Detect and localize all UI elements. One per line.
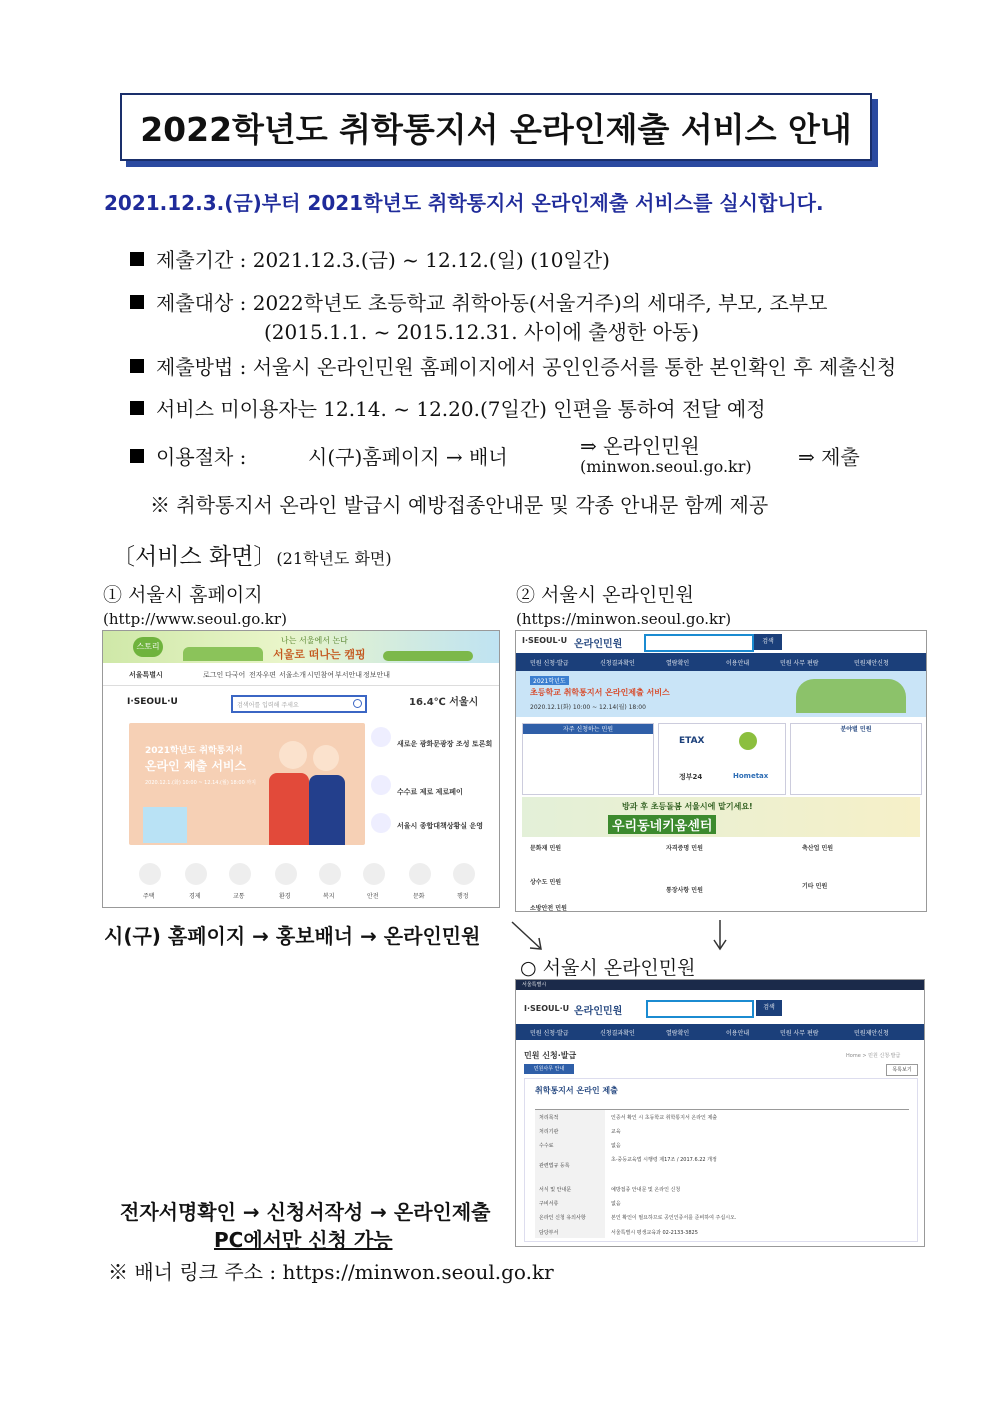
procedure-step3: ⇒ 제출 [798,445,860,469]
bullet-square-icon [130,401,144,415]
shot2-cat-1[interactable]: 자격증명 민원 [666,845,703,852]
section-heading-text: 〔서비스 화면〕 [112,544,277,570]
shot3-menu-1[interactable]: 신청결과확인 [600,1030,635,1037]
shot1-nav-3[interactable]: 서울소개 [279,671,307,679]
houses-illustration-icon [183,647,263,661]
shot3-row-value-5: 없음 [611,1201,621,1207]
shot3-search-input[interactable] [646,1000,754,1018]
shot3-menu [516,1024,924,1040]
child-body-icon [309,775,345,845]
forum-icon [371,727,391,747]
diagonal-arrow-icon [508,918,548,954]
item-target-text: 제출대상 : 2022학년도 초등학교 취학아동(서울거주)의 세대주, 부모, 조부모 [156,291,828,315]
shot3-row-value-4: 예방접종 안내문 및 온라인 신청 [611,1187,681,1193]
shot2-ad-text: 방과 후 초등돌봄 서울시에 맡기세요! [622,802,753,811]
shot2-caption: ② 서울시 온라인민원 [516,584,694,606]
shot3-topbar-text: 서울특별시 [522,982,547,988]
item-target-note: (2015.1.1. ~ 2015.12.31. 사이에 출생한 아동) [264,320,699,344]
item-procedure-label: 이용절차 : [156,445,247,469]
shot2-box-links [658,723,786,795]
shot2-link-etax[interactable]: ETAX [679,736,705,746]
shot2-menu-1[interactable]: 신청결과확인 [600,660,635,667]
icon-label-7: 행정 [457,893,469,900]
storyt-logo-icon: 스토리 [133,637,163,657]
shot3-topbar [516,980,924,990]
school-illustration-icon [796,679,906,713]
shot3-row-value-3: 초·중등교육법 시행령 제17조 / 2017.6.22 개정 [611,1157,717,1163]
hero-date: 2020.12.1.(화) 10:00 ~ 12.14.(월) 18:00 까지 [145,780,257,786]
shot2-menu-0[interactable]: 민원 신청·발급 [530,660,569,667]
subtitle: 2021.12.3.(금)부터 2021학년도 취학통지서 온라인제출 서비스를 실시합니다. [104,191,824,215]
icon-label-5: 안전 [367,893,379,900]
minwon-home-screenshot [515,630,927,912]
school-building-icon [143,807,187,843]
shot2-search-input[interactable] [644,634,754,652]
environment-icon[interactable] [275,863,297,885]
shot3-row-label-5: 구비서류 [539,1201,559,1207]
seoul-logo: 서울특별시 [129,671,163,679]
shot3-row-value-7: 서울특별시 평생교육과 02-2133-3825 [611,1230,698,1236]
shot3-brand-title: 온라인민원 [574,1006,623,1017]
procedure-step1: 시(구)홈페이지 → 배너 [308,445,508,469]
shot2-brand-title: 온라인민원 [574,639,623,650]
shot1-icon-row [129,859,491,903]
title-box [120,93,872,161]
pc-only-note: PC에서만 신청 가능 [214,1228,393,1252]
procedure-step2-url: (minwon.seoul.go.kr) [580,457,752,476]
top-banner-sub: 서울로 떠나는 캠핑 [273,648,366,661]
item-period-text: 제출기간 : 2021.12.3.(금) ~ 12.12.(일) (10일간) [156,248,610,272]
item-target [130,287,827,316]
shot1-search-input[interactable]: 검색어를 입력해 주세요 [237,702,299,709]
section-heading [112,538,392,571]
top-banner-text: 나는 서울에서 논다 [281,636,348,645]
item-nonuser-text: 서비스 미이용자는 12.14. ~ 12.20.(7일간) 인편을 통하여 전달 예정 [156,397,766,421]
flow-signing-to-submit: 전자서명확인 → 신청서작성 → 온라인제출 [120,1200,491,1224]
shot1-url: (http://www.seoul.go.kr) [103,610,287,628]
shot1-nav-6[interactable]: 정보안내 [363,671,391,679]
item-period [130,244,610,273]
shot3-list-button[interactable]: 목록보기 [886,1064,918,1076]
bullet-square-icon [130,449,144,463]
hero-line1: 2021학년도 취학통지서 [145,746,243,756]
icon-label-1: 경제 [189,893,201,900]
bullet-square-icon [130,359,144,373]
shot3-row-label-1: 처리기관 [539,1129,559,1135]
shot2-ad-banner[interactable] [522,797,920,837]
shot1-nav-5[interactable]: 부서안내 [335,671,363,679]
shot3-tab[interactable]: 민원사무 안내 [524,1064,574,1074]
side-item-1[interactable]: 수수료 제로 제로페이 [397,788,463,796]
shot2-link-gov24[interactable]: 정부24 [679,773,703,781]
child-body-icon [269,773,309,845]
shot2-cat-2[interactable]: 축산업 민원 [802,845,834,852]
zero-pay-icon [371,775,391,795]
shot3-form [524,1078,918,1242]
procedure-step2: ⇒ 온라인민원 [580,434,700,458]
item-method [130,351,896,380]
shot2-banner-date: 2020.12.1(화) 10:00 ~ 12.14(월) 18:00 [530,704,646,711]
shot3-row-value-0: 인증서 확인 시 초등학교 취학통지서 온라인 제출 [611,1115,718,1121]
hill-illustration-icon [383,651,473,661]
shot3-row-label-6: 온라인 신청 유의사항 [539,1215,586,1221]
shot3-row-value-2: 없음 [611,1143,621,1149]
item-nonuser [130,393,766,422]
shot3-row-label-4: 서식 및 안내문 [539,1187,572,1193]
shot2-url: (https://minwon.seoul.go.kr) [516,610,732,628]
child-face-icon [279,741,307,769]
culture-icon[interactable] [409,863,431,885]
shot3-menu-3[interactable]: 이용안내 [726,1030,750,1037]
shot3-row-label-0: 처리목적 [539,1115,559,1121]
shot3-breadcrumb: Home > 민원 신청·발급 [846,1053,901,1059]
shot2-header [516,631,926,654]
shot3-search-button[interactable]: 검색 [756,1000,782,1016]
economy-icon[interactable] [185,863,207,885]
shot2-box-category [790,723,922,795]
shot2-box1-title: 자주 신청하는 민원 [523,724,653,734]
welfare-icon[interactable] [319,863,341,885]
shot1-nav-2[interactable]: 전자우편 [249,671,277,679]
shot3-caption: ○ 서울시 온라인민원 [520,957,696,979]
shot3-menu-5[interactable]: 민원제안신청 [854,1030,889,1037]
shot1-weather: 16.4℃ 서울시 [409,697,479,708]
shot2-menu-4[interactable]: 민원 사무 편람 [780,660,819,667]
administration-icon[interactable] [453,863,475,885]
shot2-banner-title: 초등학교 취학통지서 온라인제출 서비스 [530,688,670,697]
child-face-icon [313,745,339,771]
shot2-cat-4[interactable]: 통장사항 민원 [666,887,703,894]
bullet-square-icon [130,252,144,266]
shot2-banner-tag: 2021학년도 [530,676,569,685]
shot3-menu-0[interactable]: 민원 신청·발급 [530,1030,569,1037]
shot3-row-label-2: 수수료 [539,1143,554,1149]
shot2-brand: I·SEOUL·U [522,636,568,645]
shot3-row-value-1: 교육 [611,1129,621,1135]
shot1-hero[interactable] [129,723,365,845]
section-heading-note: (21학년도 화면) [276,549,392,568]
shot1-header [103,663,499,686]
minwon-form-screenshot [515,979,925,1247]
shot3-page-title: 민원 신청·발급 [524,1051,577,1060]
hero-line2: 온라인 제출 서비스 [145,759,247,773]
seoul-homepage-screenshot [102,630,500,908]
shot2-box-frequent [522,723,654,795]
icon-label-2: 교통 [233,893,245,900]
shot2-cat-5[interactable]: 기타 민원 [802,883,828,890]
notice: ※ 취학통지서 온라인 발급시 예방접종안내문 및 각종 안내문 함께 제공 [150,493,769,517]
safety-icon[interactable] [363,863,385,885]
icon-label-0: 주택 [143,893,155,900]
shot3-row-label-7: 담당부서 [539,1230,559,1236]
shot1-nav-0[interactable]: 로그인 [203,671,224,679]
down-arrow-icon [710,918,730,954]
shot1-nav-1[interactable]: 다국어 [225,671,246,679]
banner-link-address: ※ 배너 링크 주소 : https://minwon.seoul.go.kr [108,1260,554,1284]
shot2-cat-0[interactable]: 문화재 민원 [530,845,562,852]
side-item-2[interactable]: 서울시 종합대책상황실 운영 [397,822,484,830]
shot3-form-table [535,1109,909,1238]
item-method-text: 제출방법 : 서울시 온라인민원 홈페이지에서 공인인증서를 통한 본인확인 후 제출신청 [156,355,897,379]
shot3-brand: I·SEOUL·U [524,1004,570,1013]
shot1-caption: ① 서울시 홈페이지 [103,584,263,606]
shot2-menu-2[interactable]: 열람확인 [666,660,690,667]
top-banner [103,631,499,663]
shot3-row-label-3: 관련법규 등록 [539,1163,570,1169]
shot2-menu [516,653,926,671]
shot2-cat-6[interactable]: 소방안전 민원 [530,905,567,912]
shot2-banner[interactable] [516,671,926,717]
shot2-menu-5[interactable]: 민원제안신청 [854,660,889,667]
shot3-row-value-6: 본인 확인이 필요하므로 공인인증서를 준비하여 주십시오. [611,1215,737,1221]
item-procedure [130,441,246,470]
side-item-0[interactable]: 새로운 광화문광장 조성 토론회 [397,740,493,748]
icon-label-4: 복지 [323,893,335,900]
info-icon[interactable] [739,732,757,750]
housing-icon[interactable] [139,863,161,885]
shot3-menu-2[interactable]: 열람확인 [666,1030,690,1037]
shot2-search-button[interactable]: 검색 [754,634,782,650]
bullet-square-icon [130,295,144,309]
shot3-menu-4[interactable]: 민원 사무 편람 [780,1030,819,1037]
shot1-nav-4[interactable]: 시민참여 [307,671,335,679]
flow-homepage-to-minwon: 시(구) 홈페이지 → 홍보배너 → 온라인민원 [104,924,481,948]
shot1-search-box[interactable] [231,695,367,713]
shot2-menu-3[interactable]: 이용안내 [726,660,750,667]
transport-icon[interactable] [229,863,251,885]
situation-room-icon [371,813,391,833]
shot2-box3-title: 분야별 민원 [840,726,872,733]
shot3-form-title: 취학통지서 온라인 제출 [535,1086,618,1095]
search-icon[interactable] [353,699,362,708]
shot1-brand: I·SEOUL·U [127,697,178,707]
shot2-cat-3[interactable]: 상수도 민원 [530,879,562,886]
shot2-ad-title: 우리동네키움센터 [608,815,716,834]
icon-label-3: 환경 [279,893,291,900]
page-title: 2022학년도 취학통지서 온라인제출 서비스 안내 [140,109,852,149]
shot2-link-hometax[interactable]: Hometax [733,772,769,780]
icon-label-6: 문화 [413,893,425,900]
